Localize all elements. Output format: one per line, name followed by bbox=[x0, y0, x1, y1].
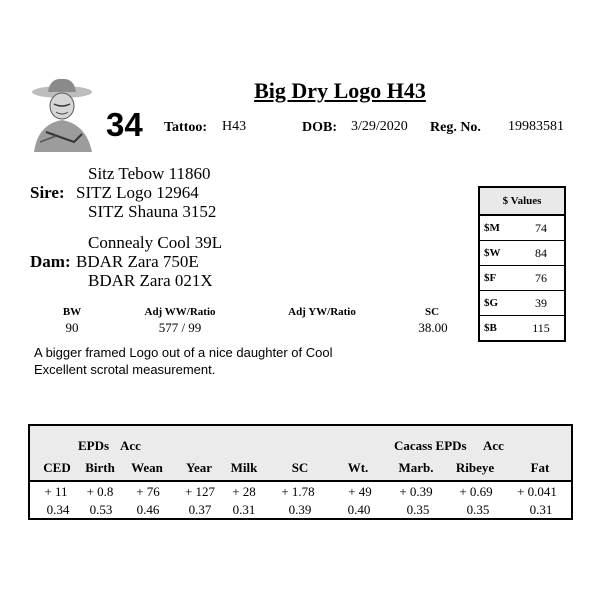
dam-label: Dam: bbox=[30, 252, 71, 271]
dob-value: 3/29/2020 bbox=[351, 119, 408, 134]
epd-col-header: Fat bbox=[530, 460, 550, 475]
ww-label: Adj WW/Ratio bbox=[144, 306, 216, 318]
epd-value: + 11 bbox=[44, 484, 68, 499]
carcass-epd-group-acc: Acc bbox=[483, 438, 504, 453]
reg-value: 19983581 bbox=[508, 119, 564, 134]
epd-col-header: CED bbox=[43, 460, 71, 475]
epd-group-acc: Acc bbox=[120, 438, 141, 453]
dollar-values-title: $ Values bbox=[480, 188, 564, 216]
dollar-value: 39 bbox=[535, 295, 547, 310]
dollar-value-row bbox=[480, 291, 564, 316]
sire-sire: Sitz Tebow 11860 bbox=[88, 164, 211, 183]
dollar-value: 74 bbox=[535, 220, 547, 235]
animal-name: Big Dry Logo H43 bbox=[254, 78, 426, 103]
epd-acc-value: 0.35 bbox=[466, 502, 490, 517]
epd-value: + 0.69 bbox=[459, 484, 493, 499]
bw-label: BW bbox=[62, 306, 82, 318]
epd-col-header: Birth bbox=[85, 460, 115, 475]
dollar-value-key: $F bbox=[484, 272, 497, 284]
bw-value: 90 bbox=[65, 320, 79, 335]
epd-col-header: Year bbox=[186, 460, 212, 475]
dollar-value-row bbox=[480, 316, 564, 340]
epd-col-header: Marb. bbox=[398, 460, 434, 475]
epd-value: + 76 bbox=[136, 484, 160, 499]
carcass-epd-group-title: Cacass EPDs bbox=[394, 438, 467, 453]
description-line-2: Excellent scrotal measurement. bbox=[34, 362, 216, 377]
epd-value: + 0.8 bbox=[86, 484, 114, 499]
dollar-value-row bbox=[480, 266, 564, 291]
epd-col-header: Ribeye bbox=[455, 460, 495, 475]
sire-name: SITZ Logo 12964 bbox=[76, 183, 199, 202]
tattoo-value: H43 bbox=[222, 119, 247, 134]
dollar-value-key: $B bbox=[484, 322, 497, 334]
dollar-values-table bbox=[478, 186, 566, 342]
reg-label: Reg. No. bbox=[430, 120, 481, 135]
ww-value: 577 / 99 bbox=[158, 320, 202, 335]
sc-value: 38.00 bbox=[418, 320, 448, 335]
dollar-value: 115 bbox=[532, 320, 550, 335]
epd-col-header: Wt. bbox=[347, 460, 369, 475]
epd-acc-value: 0.35 bbox=[406, 502, 430, 517]
dollar-value-row bbox=[480, 216, 564, 241]
epd-col-header: SC bbox=[291, 460, 309, 475]
dam-name: BDAR Zara 750E bbox=[76, 252, 199, 271]
sc-label: SC bbox=[424, 306, 440, 318]
epd-acc-value: 0.39 bbox=[288, 502, 312, 517]
dob-label: DOB: bbox=[302, 120, 337, 135]
epd-acc-value: 0.46 bbox=[136, 502, 160, 517]
epd-value: + 127 bbox=[184, 484, 216, 499]
dollar-value: 76 bbox=[535, 270, 547, 285]
description bbox=[34, 344, 332, 378]
dollar-value-key: $W bbox=[484, 247, 501, 259]
epd-value: + 1.78 bbox=[281, 484, 315, 499]
tattoo-label: Tattoo: bbox=[164, 120, 208, 135]
dam-sire: Connealy Cool 39L bbox=[88, 233, 223, 252]
epd-acc-value: 0.37 bbox=[188, 502, 212, 517]
epd-value: + 0.39 bbox=[399, 484, 433, 499]
epd-table bbox=[28, 424, 573, 520]
yw-label: Adj YW/Ratio bbox=[288, 306, 356, 318]
dollar-value-key: $G bbox=[484, 297, 499, 309]
epd-acc-value: 0.31 bbox=[529, 502, 553, 517]
epd-group-title: EPDs bbox=[78, 438, 110, 453]
epd-value: + 49 bbox=[348, 484, 372, 499]
dollar-value-key: $M bbox=[484, 222, 500, 234]
epd-value: + 0.041 bbox=[517, 484, 557, 499]
epd-col-header: Wean bbox=[131, 460, 163, 475]
epd-col-header: Milk bbox=[230, 460, 258, 475]
dam-dam: BDAR Zara 021X bbox=[88, 271, 213, 290]
epd-acc-value: 0.40 bbox=[347, 502, 371, 517]
epd-value: + 28 bbox=[232, 484, 256, 499]
epd-acc-value: 0.34 bbox=[46, 502, 70, 517]
lot-number: 34 bbox=[106, 106, 143, 143]
sire-dam: SITZ Shauna 3152 bbox=[88, 202, 217, 221]
cowboy-logo-image bbox=[26, 76, 100, 152]
dollar-value: 84 bbox=[535, 245, 547, 260]
sire-label: Sire: bbox=[30, 183, 65, 202]
epd-acc-value: 0.31 bbox=[232, 502, 256, 517]
dollar-value-row bbox=[480, 241, 564, 266]
epd-acc-value: 0.53 bbox=[89, 502, 113, 517]
description-line-1: A bigger framed Logo out of a nice daughter of Cool bbox=[34, 345, 333, 360]
